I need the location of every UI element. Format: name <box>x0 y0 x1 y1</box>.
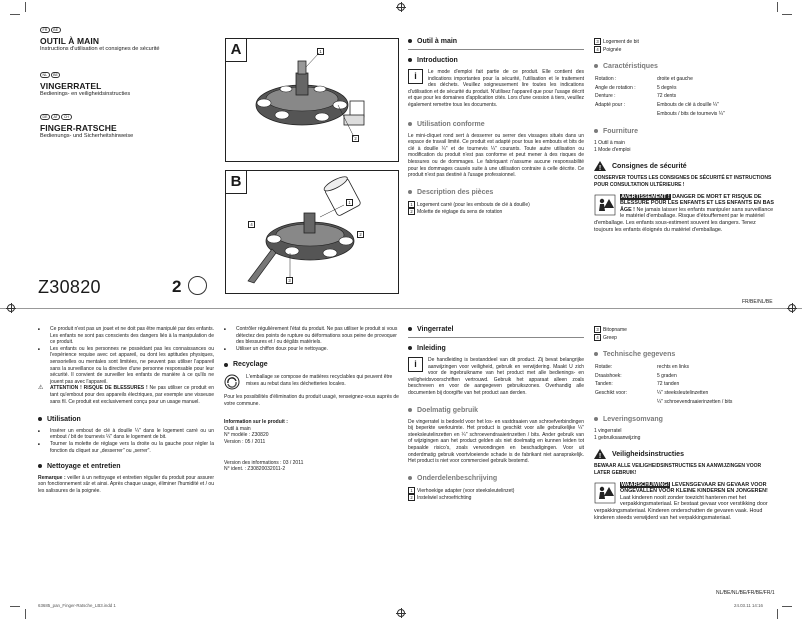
fr-column-1 <box>408 38 584 216</box>
figure-panel-b <box>225 170 399 294</box>
heading-fourniture: Fourniture <box>594 128 774 135</box>
parts-list-cont <box>594 38 774 53</box>
heading-inleiding: Inleiding <box>408 345 584 352</box>
recycling-icon <box>224 374 240 390</box>
child-hazard-icon <box>594 482 616 504</box>
panel-label-b: B <box>226 171 247 194</box>
version-line: N° ident. : Z30820032011-2 <box>224 466 286 473</box>
list-item: ■ Les enfants ou les personnes ne possédant pas les connaissances ou l'expérience requise avec cet appareil, ou dont les aptitudes physiques, sensorielles ou mentales sont limitées, ne peuvent pas utiliser l'appareil sans la surveillance ou la directive d'une personne responsable pour leur sécurité. Il convient de surveiller les enfants de manière à ce qu'ils ne jouent pas avec l'appareil. <box>38 346 214 386</box>
nl-supply-list <box>594 428 774 441</box>
safety-keep-note: CONSERVER TOUTES LES CONSIGNES DE SÉCURITÉ ET INSTRUCTIONS POUR CONSULTATION ULTÉRIEURE ! <box>594 175 772 188</box>
callout: 4 <box>248 221 255 228</box>
info-line: N° modèle : Z30820 <box>224 432 269 439</box>
table-row: Adapté pour : Embouts de clé à douille ¼" <box>595 101 719 108</box>
nl-specs-table <box>594 363 733 406</box>
svg-text:!: ! <box>598 453 602 460</box>
subtitle-nl: Bedienings- en veiligheidsinstructies <box>40 91 131 97</box>
info-icon: i <box>408 69 423 84</box>
callout: 1 <box>346 199 353 206</box>
list-item: 4 Greep <box>594 334 774 342</box>
ratchet-illustration-b <box>226 171 398 293</box>
title-fr: OUTIL À MAIN <box>40 36 100 46</box>
heading-doelmatig-gebruik: Doelmatig gebruik <box>408 407 584 414</box>
heading-introduction: Introduction <box>408 57 584 64</box>
list-item: ■ Tourner la molette de réglage vers la droite ou la gauche pour régler la fonction du cliquet sur „desserrer" ou „serrer". <box>38 441 214 454</box>
list-item: 1 Logement carré (pour les embouts de clé à douille) <box>408 201 584 209</box>
fr-column-page3b <box>224 326 400 473</box>
footer-page-code-bottom: NL/BE/NL/BE/FR/BE/FR/1 <box>716 590 775 596</box>
registration-mark <box>6 303 16 313</box>
table-row: Denture : 72 dents <box>595 93 677 100</box>
nl-use-paragraph: De vingerratel is bedoeld voor het los- en vastdraaien van schroefverbindingen bij beperkte werkruimte. Het product is geschikt voor alle gebruikelijke ¼" steeksleutelinzetten en ¼" schroevendraaierinzetten / bits. Ander gebruik van of wijzigingen aan het product gelden als niet doelmatig en kunnen leiden tot bepaalde risico's, zoals verwondingen en beschadigingen. Voor uit onderdmatig gebruik voortvloeiende schade is de fabrikant niet aansprakelijk. Het product is niet voor commercieel gebruik bestemd. <box>408 418 584 465</box>
lang-badges-de <box>40 105 210 123</box>
list-item: 3 Logement de bit <box>594 38 774 46</box>
list-item: ■ Ce produit n'est pas un jouet et ne doit pas être manipulé par des enfants. Les enfants ne sont pas conscients des dangers liés à la manipulation de ce produit. <box>38 326 214 346</box>
recycle-paragraph: L'emballage se compose de matières recyclables qui peuvent être mises au rebut dans les déchetteries locales. <box>224 374 400 390</box>
nl-parts-list-cont <box>594 326 774 341</box>
info-line: Version : 05 / 2011 <box>224 438 266 445</box>
lang-badge: AT <box>51 114 60 120</box>
lang-badge: BE <box>51 27 61 33</box>
list-item: 1 Vierhoekige adapter (voor steeksleutelinzet) <box>408 487 584 495</box>
table-row: Tanden: 72 tanden <box>595 381 680 388</box>
heading-utilisation-conforme: Utilisation conforme <box>408 121 584 128</box>
crop-mark <box>777 2 778 12</box>
registration-mark <box>787 303 797 313</box>
callout: 3 <box>286 277 293 284</box>
title-nl: VINGERRATEL <box>40 81 102 91</box>
heading-technische-gegevens: Technische gegevens <box>594 351 774 358</box>
registration-mark <box>396 608 406 618</box>
table-row: ¼" schroevendraaierinzetten / bits <box>657 398 733 405</box>
caution-icon: ⚠ <box>38 385 44 392</box>
list-item: 1 gebruiksaanwijzing <box>594 434 641 441</box>
lang-badges-fr <box>40 18 210 36</box>
heading-consignes-securite: ! Consignes de sécurité <box>594 161 774 171</box>
supply-list <box>594 140 774 153</box>
lang-badge: CH <box>61 114 71 120</box>
list-item: 4 Poignée <box>594 46 774 54</box>
product-info-heading: Information sur le produit : <box>224 419 288 426</box>
model-number: Z30820 <box>38 277 101 297</box>
info-line: Outil à main <box>224 425 251 432</box>
panel-label-a: A <box>226 39 247 62</box>
crop-mark <box>25 2 26 12</box>
heading-veiligheidsinstructies: ! Veiligheidsinstructies <box>594 449 774 459</box>
callout: 2 <box>357 231 364 238</box>
registration-mark <box>396 2 406 12</box>
page-circle <box>188 276 207 295</box>
recycle-paragraph-2: Pour les possibilités d'élimination du produit usagé, renseignez-vous auprès de votre commune. <box>224 393 399 407</box>
warning-triangle-icon <box>594 161 606 171</box>
ratchet-illustration-a <box>226 39 398 161</box>
crop-mark <box>782 606 792 607</box>
nl-parts-list <box>408 487 584 502</box>
table-row: Embouts / bits de tournevis ¼" <box>657 110 725 117</box>
specs-table <box>594 75 726 118</box>
crop-mark <box>782 14 792 15</box>
table-row: Angle de rotation : 5 degrés <box>595 84 677 91</box>
list-item: ■ Utiliser un chiffon doux pour le nettoyage. <box>224 346 400 353</box>
heading-onderdelenbeschrijving: Onderdelenbeschrijving <box>408 475 584 482</box>
callout: 2 <box>352 135 359 142</box>
use-paragraph: Le mini-cliquet rond sert à desserrer ou serrer des vissages situés dans un espace de travail limité. Ce produit est adapté pour tous les embouts et bits de clé à douille ¼" et de tournevis ¼" courants. Toute autre utilisation ou modification du produit n'est pas conforme et peut mener à des risques de blessures ou de dommages. Le fabriquant n'assume aucune responsabilité pour les dommages causés suite à une utilisation contraire à celle décrite. Ce produit n'est pas destiné à l'usage professionnel. <box>408 132 584 179</box>
lang-badges-nl <box>40 63 210 81</box>
cover-block <box>40 18 210 139</box>
page-number: 2 <box>172 277 182 296</box>
lang-badge: BE <box>51 72 61 78</box>
heading-utilisation: Utilisation <box>38 417 214 424</box>
list-item: 1 Mode d'emploi <box>594 146 631 153</box>
clean-paragraph: Remarque : veiller à un nettoyage et entretien régulier du produit pour assurer son fonctionnement sûr et ainsi. Après chaque usage, éliminer l'humidité et / ou les salissures de la poignée. <box>38 474 215 494</box>
crop-mark <box>10 14 20 15</box>
nl-safety-keep-note: BEWAAR ALLE VEILIGHEIDSINSTRUCTIES EN AANWIJZINGEN VOOR LATER GEBRUIK! <box>594 463 762 476</box>
nl-intro-paragraph: i De handleiding is bestanddeel van dit product. Zij bevat belangrijke aanwijzingen voor veiligheid, gebruik en verwijdering. Maakt U zich voor de ingebruikname van het product met alle bedienings- en veiligheidsvoorschriften vertrouwd. Gebruik het apparaat alleen zoals beschreven en voor de aangegeven gebruikszones. Overhandig alle documenten bij doorgifte van het product aan derden. <box>408 357 584 396</box>
nl-column-1 <box>408 326 584 502</box>
heading-nettoyage: Nettoyage et entretien <box>38 464 214 471</box>
svg-text:!: ! <box>598 165 602 172</box>
fr-safety-bullets <box>38 326 214 494</box>
footer-page-code: FR/BE/NL/BE <box>742 299 773 305</box>
figure-panel-a <box>225 38 399 162</box>
subtitle-fr: Instructions d'utilisation et consignes de sécurité <box>40 46 160 52</box>
table-row: Rotatie: rechts en links <box>595 364 689 371</box>
section-title-fr: Outil à main <box>408 38 584 45</box>
warning-block: AVERTISSEMENT ! DANGER DE MORT ET RISQUE DE BLESSURE POUR LES ENFANTS ET LES ENFANTS EN BAS ÂGE ! Ne jamais laisser les enfants manipuler sans surveillance le matériel d'emballage. Risque d'étouffement par le matériel d'emballage. Les enfants sous-estiment souvent les dangers. Tenez toujours les enfants éloignés du matériel d'emballage. <box>594 193 774 233</box>
version-line: Version des informations : 03 / 2011 <box>224 459 304 466</box>
heading-recyclage: Recyclage <box>224 362 400 369</box>
lang-badge: FR <box>40 27 50 33</box>
table-row: Draaishoek: 5 graden <box>595 372 677 379</box>
crop-mark <box>25 609 26 619</box>
section-title-nl: Vingerratel <box>408 326 584 333</box>
callout: 1 <box>317 48 324 55</box>
parts-list <box>408 201 584 216</box>
warning-triangle-icon <box>594 449 606 459</box>
list-item: ■ Insérer un embout de clé à douille ¼" dans le logement carré ou un embout / bit de tournevis ¼" dans le logement de bit. <box>38 428 214 441</box>
child-hazard-icon <box>594 194 616 216</box>
fold-line <box>0 308 802 309</box>
print-slug-right: 24.03.11 14:16 <box>734 603 763 608</box>
heading-description-pieces: Description des pièces <box>408 189 584 196</box>
print-slug-left: 63685_pan_Finger-Ratsche_LB3.indd 1 <box>38 603 116 608</box>
info-icon: i <box>408 357 423 372</box>
list-item: ■ Contrôler régulièrement l'état du produit. Ne pas utiliser le produit si vous détectez des points de rupture ou déformations sous peine de provoquer des blessures et / ou dégâts matériels. <box>224 326 400 346</box>
list-item: 1 Outil à main <box>594 140 625 147</box>
lang-badge: NL <box>40 72 50 78</box>
fr-column-2 <box>594 38 774 233</box>
list-item: 3 Bitopname <box>594 326 774 334</box>
table-row: Rotation : droite et gauche <box>595 76 693 83</box>
nl-warning-block: WAARSCHUWING! LEVENSGEVAAR EN GEVAAR VOOR ONGEVALLEN VOOR KLEINE KINDEREN EN JONGEREN! Laat kinderen nooit zonder toezicht hanteren met het verpakkingsmateriaal. Er bestaat gevaar voor verstikking door verpakkingsmateriaal. Kinderen onderschatten de gevaren vaak. Houd kinderen steeds verwijderd van het verpakkingsmateriaal. <box>594 481 768 521</box>
heading-leveringsomvang: Leveringsomvang <box>594 416 774 423</box>
list-item: 1 vingerratel <box>594 428 622 435</box>
crop-mark <box>10 606 20 607</box>
title-de: FINGER-RATSCHE <box>40 123 117 133</box>
intro-paragraph: i Le mode d'emploi fait partie de ce produit. Elle contient des indications importantes pour la sécurité, l'utilisation et le traitement des déchets. Veuillez soigneusement lire toutes les indications d'utilisation et de sécurité du produit. N'utilisez l'appareil que pour l'usage décrit et que pour les domaines d'application cités. Lors d'une cession à tiers, veuillez également remettre tous les documents. <box>408 69 584 108</box>
list-item: 2 Molette de réglage du sens de rotation <box>408 208 584 216</box>
list-item: 2 Instelwiel schroefrichting <box>408 494 584 502</box>
nl-column-2 <box>594 326 774 521</box>
table-row: Geschikt voor: ¼" steeksleutelinzetten <box>595 389 709 396</box>
lang-badge: DE <box>40 114 50 120</box>
caution-note: ⚠ ATTENTION ! RISQUE DE BLESSURES ! Ne pas utiliser ce produit en tant qu'embout pour des appareils électriques, par exemple une visseuse sans fil. Ce produit est exclusivement conçu pour un usage manuel. <box>38 385 214 405</box>
crop-mark <box>777 609 778 619</box>
subtitle-de: Bedienungs- und Sicherheitshinweise <box>40 133 134 139</box>
heading-caracteristiques: Caractéristiques <box>594 63 774 70</box>
